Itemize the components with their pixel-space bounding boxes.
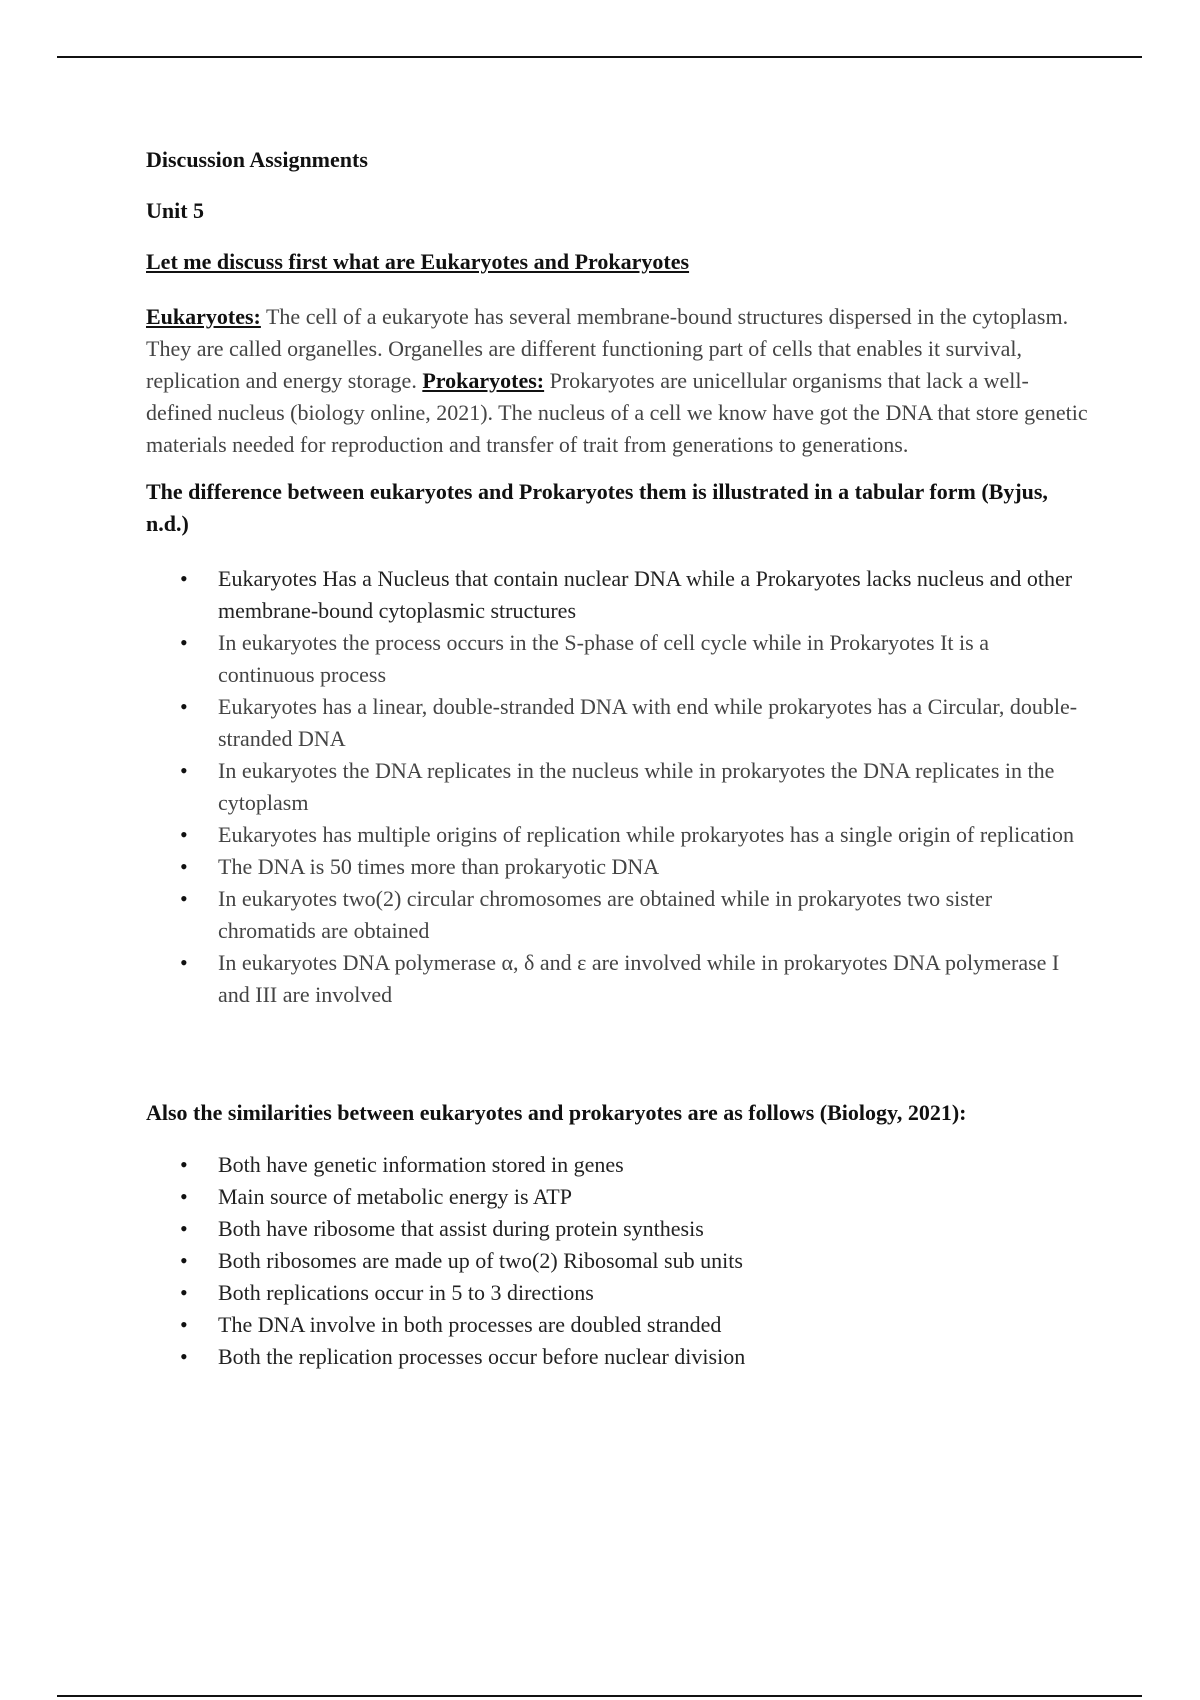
bullet-icon: •: [180, 1280, 188, 1305]
list-item: • Both replications occur in 5 to 3 directions: [146, 1277, 1091, 1309]
difference-heading: The difference between eukaryotes and Prokaryotes them is illustrated in a tabular form (Byjus, n.d.): [146, 479, 1048, 536]
intro-heading: Let me discuss first what are Eukaryotes and Prokaryotes: [146, 249, 690, 274]
prokaryotes-term: Prokaryotes:: [422, 368, 545, 393]
similarities-list: [146, 1149, 1091, 1373]
eukaryotes-definition: The cell of a eukaryote has several membrane-bound structures dispersed in the cytoplasm. They are called organelles. Organelles are different functioning part of cells that enables it survival, replication and energy storage.: [146, 304, 1069, 393]
bullet-icon: •: [180, 886, 188, 911]
list-item: • In eukaryotes DNA polymerase α, δ and ε are involved while in prokaryotes DNA polymerase I and III are involved: [146, 947, 1091, 1011]
list-item: • Main source of metabolic energy is ATP: [146, 1181, 1091, 1213]
bullet-icon: •: [180, 822, 188, 847]
list-item: • Both ribosomes are made up of two(2) Ribosomal sub units: [146, 1245, 1091, 1277]
list-item: • Eukaryotes has multiple origins of replication while prokaryotes has a single origin of replication: [146, 819, 1091, 851]
bullet-icon: •: [180, 1312, 188, 1337]
list-item: • Eukaryotes has a linear, double-stranded DNA with end while prokaryotes has a Circular, double-stranded DNA: [146, 691, 1091, 755]
bullet-icon: •: [180, 1152, 188, 1177]
similarity-heading: Also the similarities between eukaryotes and prokaryotes are as follows (Biology, 2021):: [146, 1100, 967, 1125]
list-item: • In eukaryotes the process occurs in the S-phase of cell cycle while in Prokaryotes It is a continuous process: [146, 627, 1091, 691]
bullet-icon: •: [180, 854, 188, 879]
document-title: Discussion Assignments: [146, 147, 368, 172]
list-item: • The DNA involve in both processes are doubled stranded: [146, 1309, 1091, 1341]
list-item: • Both have genetic information stored in genes: [146, 1149, 1091, 1181]
bullet-icon: •: [180, 1216, 188, 1241]
definitions-paragraph: [146, 301, 1091, 461]
list-item: • Both the replication processes occur before nuclear division: [146, 1341, 1091, 1373]
list-item: • Eukaryotes Has a Nucleus that contain nuclear DNA while a Prokaryotes lacks nucleus and other membrane-bound cytoplasmic structures: [146, 563, 1091, 627]
unit-label: Unit 5: [146, 198, 205, 223]
list-item: • The DNA is 50 times more than prokaryotic DNA: [146, 851, 1091, 883]
list-item: • Both have ribosome that assist during protein synthesis: [146, 1213, 1091, 1245]
document-body: [146, 144, 1091, 1373]
bullet-icon: •: [180, 1184, 188, 1209]
list-item: • In eukaryotes two(2) circular chromosomes are obtained while in prokaryotes two sister chromatids are obtained: [146, 883, 1091, 947]
bullet-icon: •: [180, 694, 188, 719]
eukaryotes-term: Eukaryotes:: [146, 304, 261, 329]
bullet-icon: •: [180, 566, 188, 591]
bottom-rule: [57, 1695, 1142, 1697]
top-rule: [57, 56, 1142, 58]
bullet-icon: •: [180, 630, 188, 655]
differences-list: [146, 563, 1091, 1011]
list-item: • In eukaryotes the DNA replicates in the nucleus while in prokaryotes the DNA replicates in the cytoplasm: [146, 755, 1091, 819]
bullet-icon: •: [180, 1248, 188, 1273]
bullet-icon: •: [180, 758, 188, 783]
bullet-icon: •: [180, 1344, 188, 1369]
prokaryotes-definition: Prokaryotes are unicellular organisms that lack a well-defined nucleus (biology online, 2021). The nucleus of a cell we know have got the DNA that store genetic materials needed for reproduction and transfer of trait from generations to generations.: [146, 368, 1088, 457]
bullet-icon: •: [180, 950, 188, 975]
